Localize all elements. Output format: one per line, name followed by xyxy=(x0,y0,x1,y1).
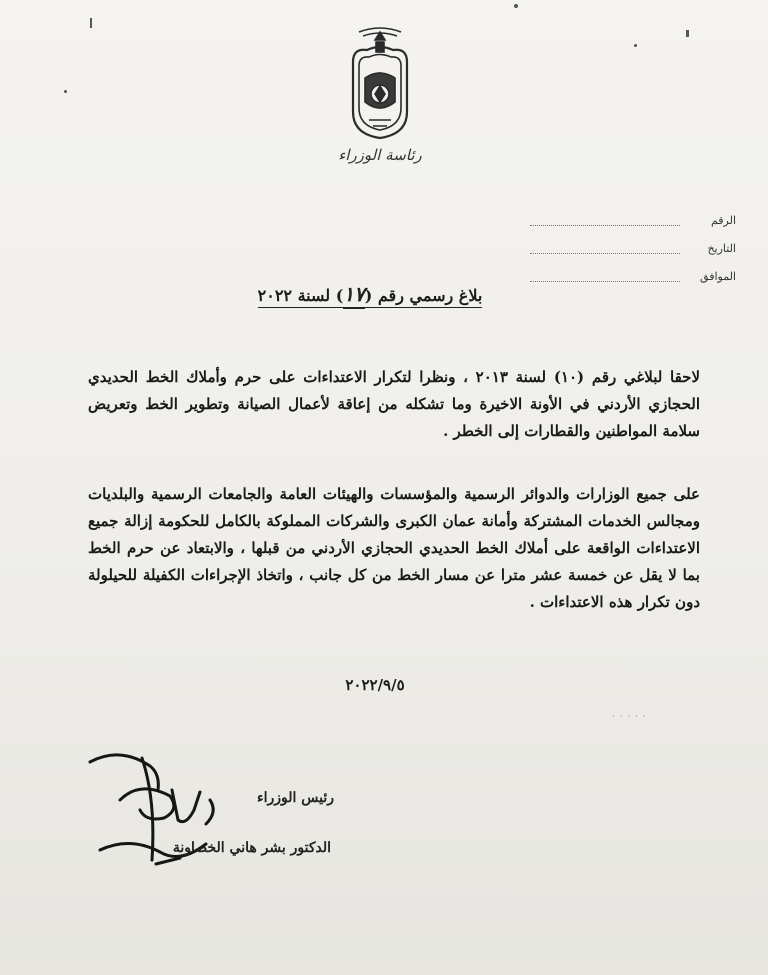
meta-number xyxy=(516,214,736,227)
paragraph-2: على جميع الوزارات والدوائر الرسمية والمؤسسات والهيئات العامة والجامعات الرسمية والبلديات ومجالس الخدمات المشتركة وأمانة عمان الكبرى والشركات المملوكة بالكامل للحكومة إزالة جميع الاعتداءات الواقعة على أملاك الخط الحديدي الحجازي الأردني من قبلها ، والابتعاد عن حرم الخط بما لا يقل عن خمسة عشر مترا عن مسار الخط من كل جانب ، واتخاذ الإجراءات الكفيلة للحيلولة دون تكرار هذه الاعتداءات . xyxy=(88,485,700,611)
pm-office-title: رئاسة الوزراء xyxy=(338,146,422,164)
jordan-coat-of-arms-icon xyxy=(345,22,415,140)
meta-number-label: الرقم xyxy=(710,214,736,227)
meta-corresponding-dots xyxy=(530,272,680,282)
paper-speck xyxy=(64,90,67,93)
meta-corresponding xyxy=(516,270,736,283)
paper-speck xyxy=(514,4,518,8)
title-number: ١٧ xyxy=(343,282,364,309)
margin-marks: · · · · · xyxy=(612,712,647,722)
paper-speck xyxy=(634,44,637,47)
title-line xyxy=(257,282,483,308)
paper-speck xyxy=(686,30,689,37)
signatory-title: رئيس الوزراء xyxy=(257,790,334,806)
document-title xyxy=(200,282,540,306)
signatory-name: الدكتور بشر هاني الخصاونة xyxy=(172,840,331,856)
handwritten-signature xyxy=(60,740,260,884)
document-date: ٢٠٢٢/٩/٥ xyxy=(345,676,405,694)
title-prefix: بلاغ رسمي رقم ( xyxy=(365,286,483,308)
title-suffix: ) لسنة ٢٠٢٢ xyxy=(258,286,344,308)
paragraph-1: لاحقا لبلاغي رقم (١٠) لسنة ٢٠١٣ ، ونظرا لتكرار الاعتداءات على حرم وأملاك الخط الحديدي الحجازي الأردني في الأونة الاخيرة وما تشكله من إعاقة لأعمال الصيانة وتطوير الخط وتعريض سلامة المواطنين والقطارات إلى الخطر . xyxy=(88,368,701,440)
meta-corresponding-label: الموافق xyxy=(700,270,736,283)
paper-speck xyxy=(90,18,92,28)
meta-date-dots xyxy=(530,244,680,254)
meta-number-dots xyxy=(530,216,680,226)
meta-date-label: التاريخ xyxy=(707,242,736,255)
meta-date xyxy=(516,242,736,255)
signature-scribble-icon xyxy=(60,740,260,880)
